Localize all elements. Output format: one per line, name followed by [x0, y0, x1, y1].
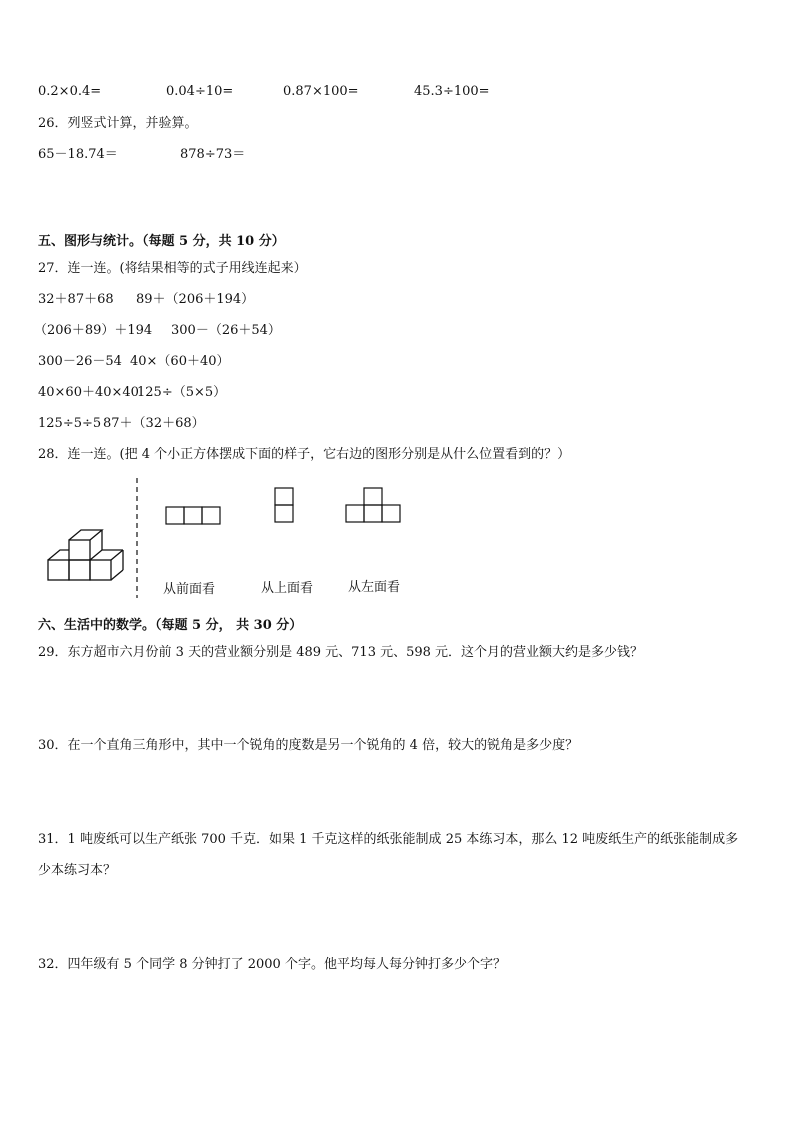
question-26-item-1: 65－18.74＝ [38, 147, 118, 162]
section-6-heading: 六、生活中的数学。（每题 5 分， 共 30 分） [38, 618, 303, 633]
top-view-figure [273, 486, 297, 526]
calc-item-2: 0.04÷10= [166, 84, 234, 99]
view-label-top: 从上面看 [261, 581, 314, 596]
view-label-left: 从左面看 [348, 580, 401, 595]
q27-right-2: 300－（26＋54） [171, 323, 281, 338]
question-31-line-2: 少本练习本？ [38, 863, 117, 878]
question-27-title: 27．连一连。(将结果相等的式子用线连起来） [38, 261, 307, 276]
q27-left-5: 125÷5÷5 [38, 416, 102, 431]
question-30: 30．在一个直角三角形中，其中一个锐角的度数是另一个锐角的 4 倍，较大的锐角是多少度？ [38, 738, 579, 753]
question-29: 29．东方超市六月份前 3 天的营业额分别是 489 元、713 元、598 元．这个月的营业额大约是多少钱？ [38, 645, 644, 660]
q27-right-5: 87＋（32＋68） [103, 416, 205, 431]
dashed-divider [134, 478, 140, 598]
question-26-item-2: 878÷73＝ [180, 147, 246, 162]
question-26-title: 26．列竖式计算，并验算。 [38, 116, 198, 131]
calc-item-4: 45.3÷100= [414, 84, 490, 99]
left-view-figure [344, 486, 404, 526]
question-28-title: 28．连一连。(把 4 个小正方体摆成下面的样子，它右边的图形分别是从什么位置看到的？） [38, 447, 571, 462]
question-32: 32．四年级有 5 个同学 8 分钟打了 2000 个字。他平均每人每分钟打多少个字？ [38, 957, 506, 972]
question-31-line-1: 31．1 吨废纸可以生产纸张 700 千克．如果 1 千克这样的纸张能制成 25 本练习本，那么 12 吨废纸生产的纸张能制成多 [38, 832, 739, 847]
calc-item-3: 0.87×100= [283, 84, 359, 99]
q27-right-4: 125÷（5×5） [137, 385, 227, 400]
q27-left-4: 40×60＋40×40 [38, 385, 139, 400]
section-5-heading: 五、图形与统计。（每题 5 分，共 10 分） [38, 234, 285, 249]
q27-left-1: 32＋87＋68 [38, 292, 114, 307]
q27-right-1: 89＋（206＋194） [136, 292, 255, 307]
q27-left-2: （206＋89）＋194 [34, 323, 153, 338]
calc-item-1: 0.2×0.4= [38, 84, 102, 99]
cube-stack-figure [40, 468, 130, 588]
view-label-front: 从前面看 [163, 582, 216, 597]
q27-left-3: 300－26－54 [38, 354, 122, 369]
q27-right-3: 40×（60＋40） [130, 354, 230, 369]
front-view-figure [164, 505, 224, 527]
